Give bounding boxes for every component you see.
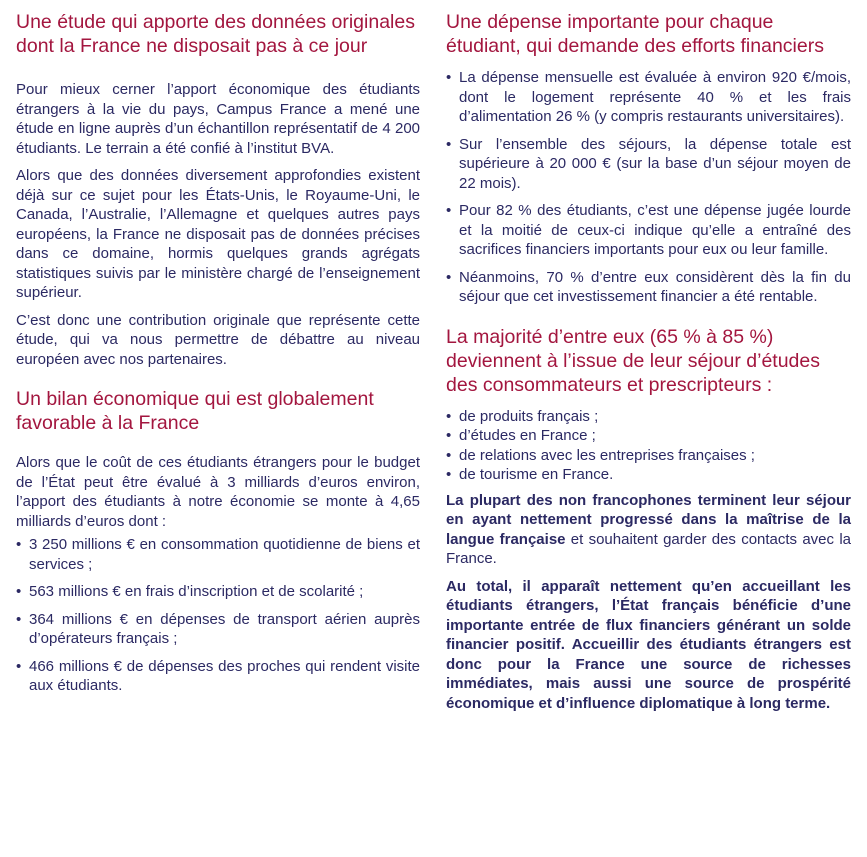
- list-item: • de tourisme en France.: [446, 466, 614, 483]
- list-item: • 466 millions € de dépenses des proches qui rendent visite aux étudiants.: [16, 657, 420, 694]
- list-item: • Néanmoins, 70 % d’entre eux considèrent dès la fin du séjour que cet investissement financier a été rentable.: [446, 268, 851, 305]
- list-item: • La dépense mensuelle est évaluée à environ 920 €/mois, dont le logement représente 40 % et les frais d’alimentation 26 % (y compris restaurants universitaires).: [446, 69, 851, 125]
- bullet-icon: •: [16, 536, 22, 553]
- list-item: • 364 millions € en dépenses de transport aérien auprès d’opérateurs français ;: [16, 610, 420, 647]
- bullet-icon: •: [446, 407, 452, 425]
- paragraph-study-intro: Pour mieux cerner l’apport économique des étudiants étrangers à la vie du pays, Campus France a mené une étude en ligne auprès d’un échantillon représentatif de 4 200 étudiants. Le terrain a été confié à l’institut BVA.: [16, 81, 420, 157]
- right-column: [446, 10, 851, 713]
- list-item: • d’études en France ;: [446, 427, 596, 444]
- paragraph-economic-contribution: Alors que le coût de ces étudiants étrangers pour le budget de l’État peut être évalué à 3 milliards d’euros environ, l’apport des étudiants à notre économie se monte à 4,65 milliards d’euros dont :: [16, 454, 420, 530]
- paragraph-other-countries: Alors que des données diversement approfondies existent déjà sur ce sujet pour les États-Unis, le Royaume-Uni, le Canada, l’Australie, l’Allemagne et quelques autres pays européens, la France ne disposait pas de données précises dans ce domaine, hormis quelques grands agrégats statistiques suivis par le ministère chargé de l’enseignement supérieur.: [16, 167, 420, 301]
- list-item: • Pour 82 % des étudiants, c’est une dépense jugée lourde et la moitié de ceux-ci indique qu’elle a entraîné des sacrifices financiers importants pour eux ou leur famille.: [446, 202, 851, 258]
- section-heading-economic-balance: Un bilan économique qui est globalement favorable à la France: [16, 388, 374, 434]
- language-progress-rest: et souhaitent garder des contacts avec la France.: [446, 530, 851, 567]
- list-item: • 3 250 millions € en consommation quotidienne de biens et services ;: [16, 536, 420, 573]
- economic-breakdown-list: [16, 535, 420, 696]
- bullet-icon: •: [446, 466, 452, 483]
- bullet-icon: •: [16, 657, 22, 675]
- section-heading-consumers-prescribers: La majorité d’entre eux (65 % à 85 %) deviennent à l’issue de leur séjour d’études des consommateurs et prescripteurs :: [446, 325, 820, 396]
- language-progress-bold: La plupart des non francophones terminent leur séjour en ayant nettement progressé dans la maîtrise de la langue française: [446, 491, 851, 548]
- spending-list: [446, 68, 851, 307]
- bullet-icon: •: [446, 446, 452, 464]
- section-heading-original-data: Une étude qui apporte des données originales dont la France ne disposait pas à ce jour: [16, 11, 415, 57]
- paragraph-contribution: C’est donc une contribution originale que représente cette étude, qui va nous permettre de débattre au niveau européen avec nos partenaires.: [16, 311, 420, 368]
- bullet-icon: •: [16, 610, 22, 628]
- list-item: • de produits français ;: [446, 407, 599, 425]
- bullet-icon: •: [446, 427, 452, 444]
- list-item: • Sur l’ensemble des séjours, la dépense totale est supérieure à 20 000 € (sur la base d’un séjour moyen de 22 mois).: [446, 135, 851, 192]
- paragraph-language-progress: [446, 491, 851, 569]
- bullet-icon: •: [16, 583, 22, 600]
- bullet-icon: •: [446, 135, 452, 153]
- section-heading-student-spending: Une dépense importante pour chaque étudiant, qui demande des efforts financiers: [446, 11, 824, 57]
- bullet-icon: •: [446, 268, 452, 286]
- bullet-icon: •: [446, 69, 452, 86]
- list-item: • 563 millions € en frais d’inscription et de scolarité ;: [16, 583, 364, 600]
- prescribers-list: [446, 407, 851, 485]
- left-column: [16, 10, 420, 696]
- list-item: • de relations avec les entreprises françaises ;: [446, 446, 755, 464]
- bullet-icon: •: [446, 202, 452, 219]
- paragraph-conclusion: Au total, il apparaît nettement qu’en accueillant les étudiants étrangers, l’État français bénéficie d’une importante entrée de flux financiers générant un solde financier positif. Accueillir des étudiants étrangers est donc pour la France une source de richesses immédiates, mais aussi une source de prospérité économique et d’influence diplomatique à long terme.: [446, 577, 851, 712]
